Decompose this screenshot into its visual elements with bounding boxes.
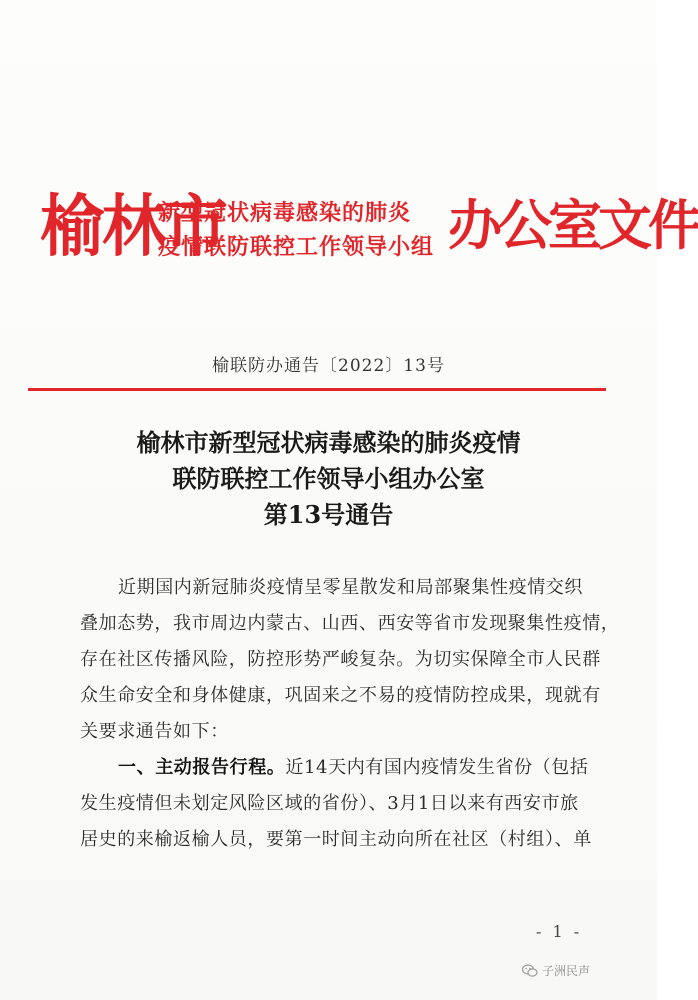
section1-first-line <box>80 750 590 786</box>
red-divider <box>28 388 606 391</box>
body-line: 存在社区传播风险，防控形势严峻复杂。为切实保障全市人民群 <box>80 649 601 670</box>
body-line: 居史的来榆返榆人员，要第一时间主动向所在社区（村组）、单 <box>80 829 592 850</box>
wechat-icon <box>522 964 538 978</box>
body-line: 发生疫情但未划定风险区域的省份）、3月1日以来有西安市旅 <box>80 793 579 814</box>
section1-text: 近14天内有国内疫情发生省份（包括 <box>285 757 589 778</box>
header-committee-name <box>158 196 448 264</box>
body-line: 叠加态势，我市周边内蒙古、山西、西安等省市发现聚集性疫情， <box>80 613 620 634</box>
document-number: 榆联防办通告〔2022〕13号 <box>212 356 445 376</box>
body-line: 众生命安全和身体健康，巩固来之不易的疫情防控成果，现就有 <box>80 685 601 706</box>
page-number: - 1 - <box>536 922 583 941</box>
header-office-document: 办公室文件 <box>448 193 698 257</box>
header-committee-line1: 新型冠状病毒感染的肺炎 <box>158 200 412 226</box>
notice-title <box>0 425 657 533</box>
watermark <box>522 962 590 979</box>
body-line: 关要求通告如下： <box>80 721 229 742</box>
notice-title-line2: 联防联控工作领导小组办公室 <box>172 464 485 493</box>
body-line: 近期国内新冠肺炎疫情呈零星散发和局部聚集性疫情交织 <box>118 577 583 598</box>
header-city-name: 榆林市 <box>40 187 226 267</box>
notice-body <box>80 570 620 858</box>
notice-title-line1: 榆林市新型冠状病毒感染的肺炎疫情 <box>136 428 521 457</box>
watermark-text: 子洲民声 <box>542 964 591 978</box>
section1-heading: 一、主动报告行程。 <box>118 757 286 778</box>
header-committee-line2: 疫情联防联控工作领导小组 <box>158 234 435 260</box>
notice-title-line3: 第13号通告 <box>263 500 394 529</box>
